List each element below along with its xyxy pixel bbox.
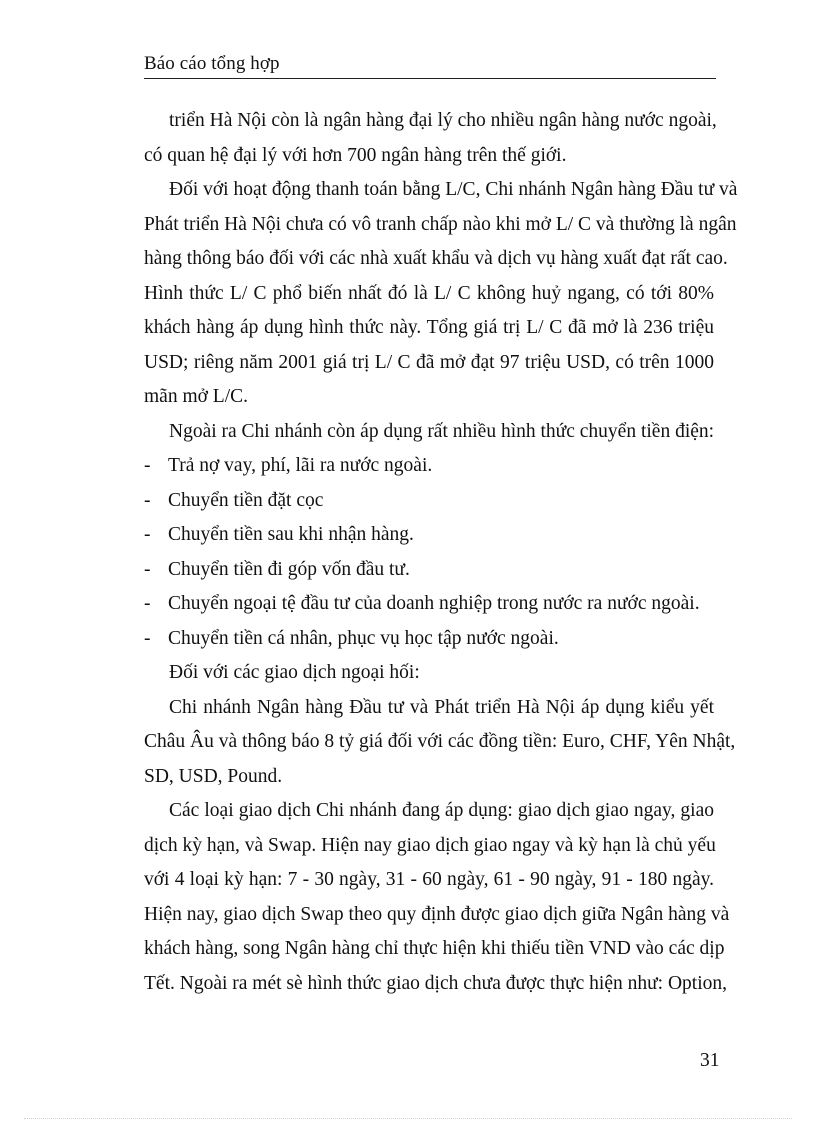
bullet-item <box>144 553 714 588</box>
bullet-text: Chuyển tiền đi góp vốn đầu tư. <box>168 558 410 580</box>
paragraph-line: với 4 loại kỳ hạn: 7 - 30 ngày, 31 - 60 ngày, 61 - 90 ngày, 91 - 180 ngày. <box>144 869 714 890</box>
paragraph-line: khách hàng, song Ngân hàng chỉ thực hiện khi thiếu tiền VND vào các dịp <box>144 938 725 959</box>
paragraph-line: Hình thức L/ C phổ biến nhất đó là L/ C không huỷ ngang, có tới 80% <box>144 282 714 304</box>
paragraph-line: Phát triển Hà Nội chưa có vô tranh chấp nào khi mở L/ C và thường là ngân <box>144 213 737 235</box>
paragraph-line: Chi nhánh Ngân hàng Đầu tư và Phát triển Hà Nội áp dụng kiểu yết <box>169 696 714 718</box>
paragraph-line: dịch kỳ hạn, và Swap. Hiện nay giao dịch giao ngay và kỳ hạn là chủ yếu <box>144 834 716 856</box>
bullet-marker: - <box>144 489 151 511</box>
paragraph-line: USD; riêng năm 2001 giá trị L/ C đã mở đạt 97 triệu USD, có trên 1000 <box>144 351 714 373</box>
bullet-item <box>144 484 714 519</box>
paragraph-line: Châu Âu và thông báo 8 tỷ giá đối với các đồng tiền: Euro, CHF, Yên Nhật, <box>144 731 736 752</box>
bullet-marker: - <box>144 455 151 476</box>
page-header <box>144 52 716 79</box>
paragraph-line: Các loại giao dịch Chi nhánh đang áp dụng: giao dịch giao ngay, giao <box>169 800 714 821</box>
paragraph-line: SD, USD, Pound. <box>144 765 283 787</box>
bullet-text: Trả nợ vay, phí, lãi ra nước ngoài. <box>168 455 433 476</box>
bullet-marker: - <box>144 524 151 545</box>
header-title: Báo cáo tổng hợp <box>144 53 280 74</box>
page-number: 31 <box>700 1050 720 1071</box>
paragraph-line: Ngoài ra Chi nhánh còn áp dụng rất nhiều hình thức chuyển tiền điện: <box>169 420 715 442</box>
paragraph-line: Đối với các giao dịch ngoại hối: <box>169 662 420 683</box>
bullet-item <box>144 587 714 622</box>
paragraph-line: Tết. Ngoài ra mét sè hình thức giao dịch chưa được thực hiện như: Option, <box>144 972 728 994</box>
bullet-item <box>144 518 714 553</box>
bullet-marker: - <box>144 627 151 649</box>
paragraph-line: triển Hà Nội còn là ngân hàng đại lý cho nhiều ngân hàng nước ngoài, <box>169 110 717 131</box>
bullet-item <box>144 449 714 484</box>
bullet-marker: - <box>144 558 151 580</box>
paragraph-line: Hiện nay, giao dịch Swap theo quy định được giao dịch giữa Ngân hàng và <box>144 903 730 925</box>
paragraph-line: mãn mở L/C. <box>144 386 249 407</box>
paragraph-line: khách hàng áp dụng hình thức này. Tổng giá trị L/ C đã mở là 236 triệu <box>144 317 714 338</box>
bullet-item <box>144 622 714 657</box>
paragraph-line: hàng thông báo đối với các nhà xuất khẩu và dịch vụ hàng xuất đạt rất cao. <box>144 248 728 269</box>
document-body <box>144 104 738 1001</box>
bullet-text: Chuyển tiền cá nhân, phục vụ học tập nước ngoài. <box>168 627 559 649</box>
paragraph-line: Đối với hoạt động thanh toán bằng L/C, Chi nhánh Ngân hàng Đầu tư và <box>169 179 738 200</box>
bullet-marker: - <box>144 593 151 614</box>
page-bottom-border <box>24 1118 792 1119</box>
paragraph-line: có quan hệ đại lý với hơn 700 ngân hàng trên thế giới. <box>144 144 567 166</box>
bullet-text: Chuyển tiền sau khi nhận hàng. <box>168 524 414 545</box>
bullet-text: Chuyển ngoại tệ đầu tư của doanh nghiệp trong nước ra nước ngoài. <box>168 593 700 614</box>
bullet-text: Chuyển tiền đặt cọc <box>168 489 324 511</box>
